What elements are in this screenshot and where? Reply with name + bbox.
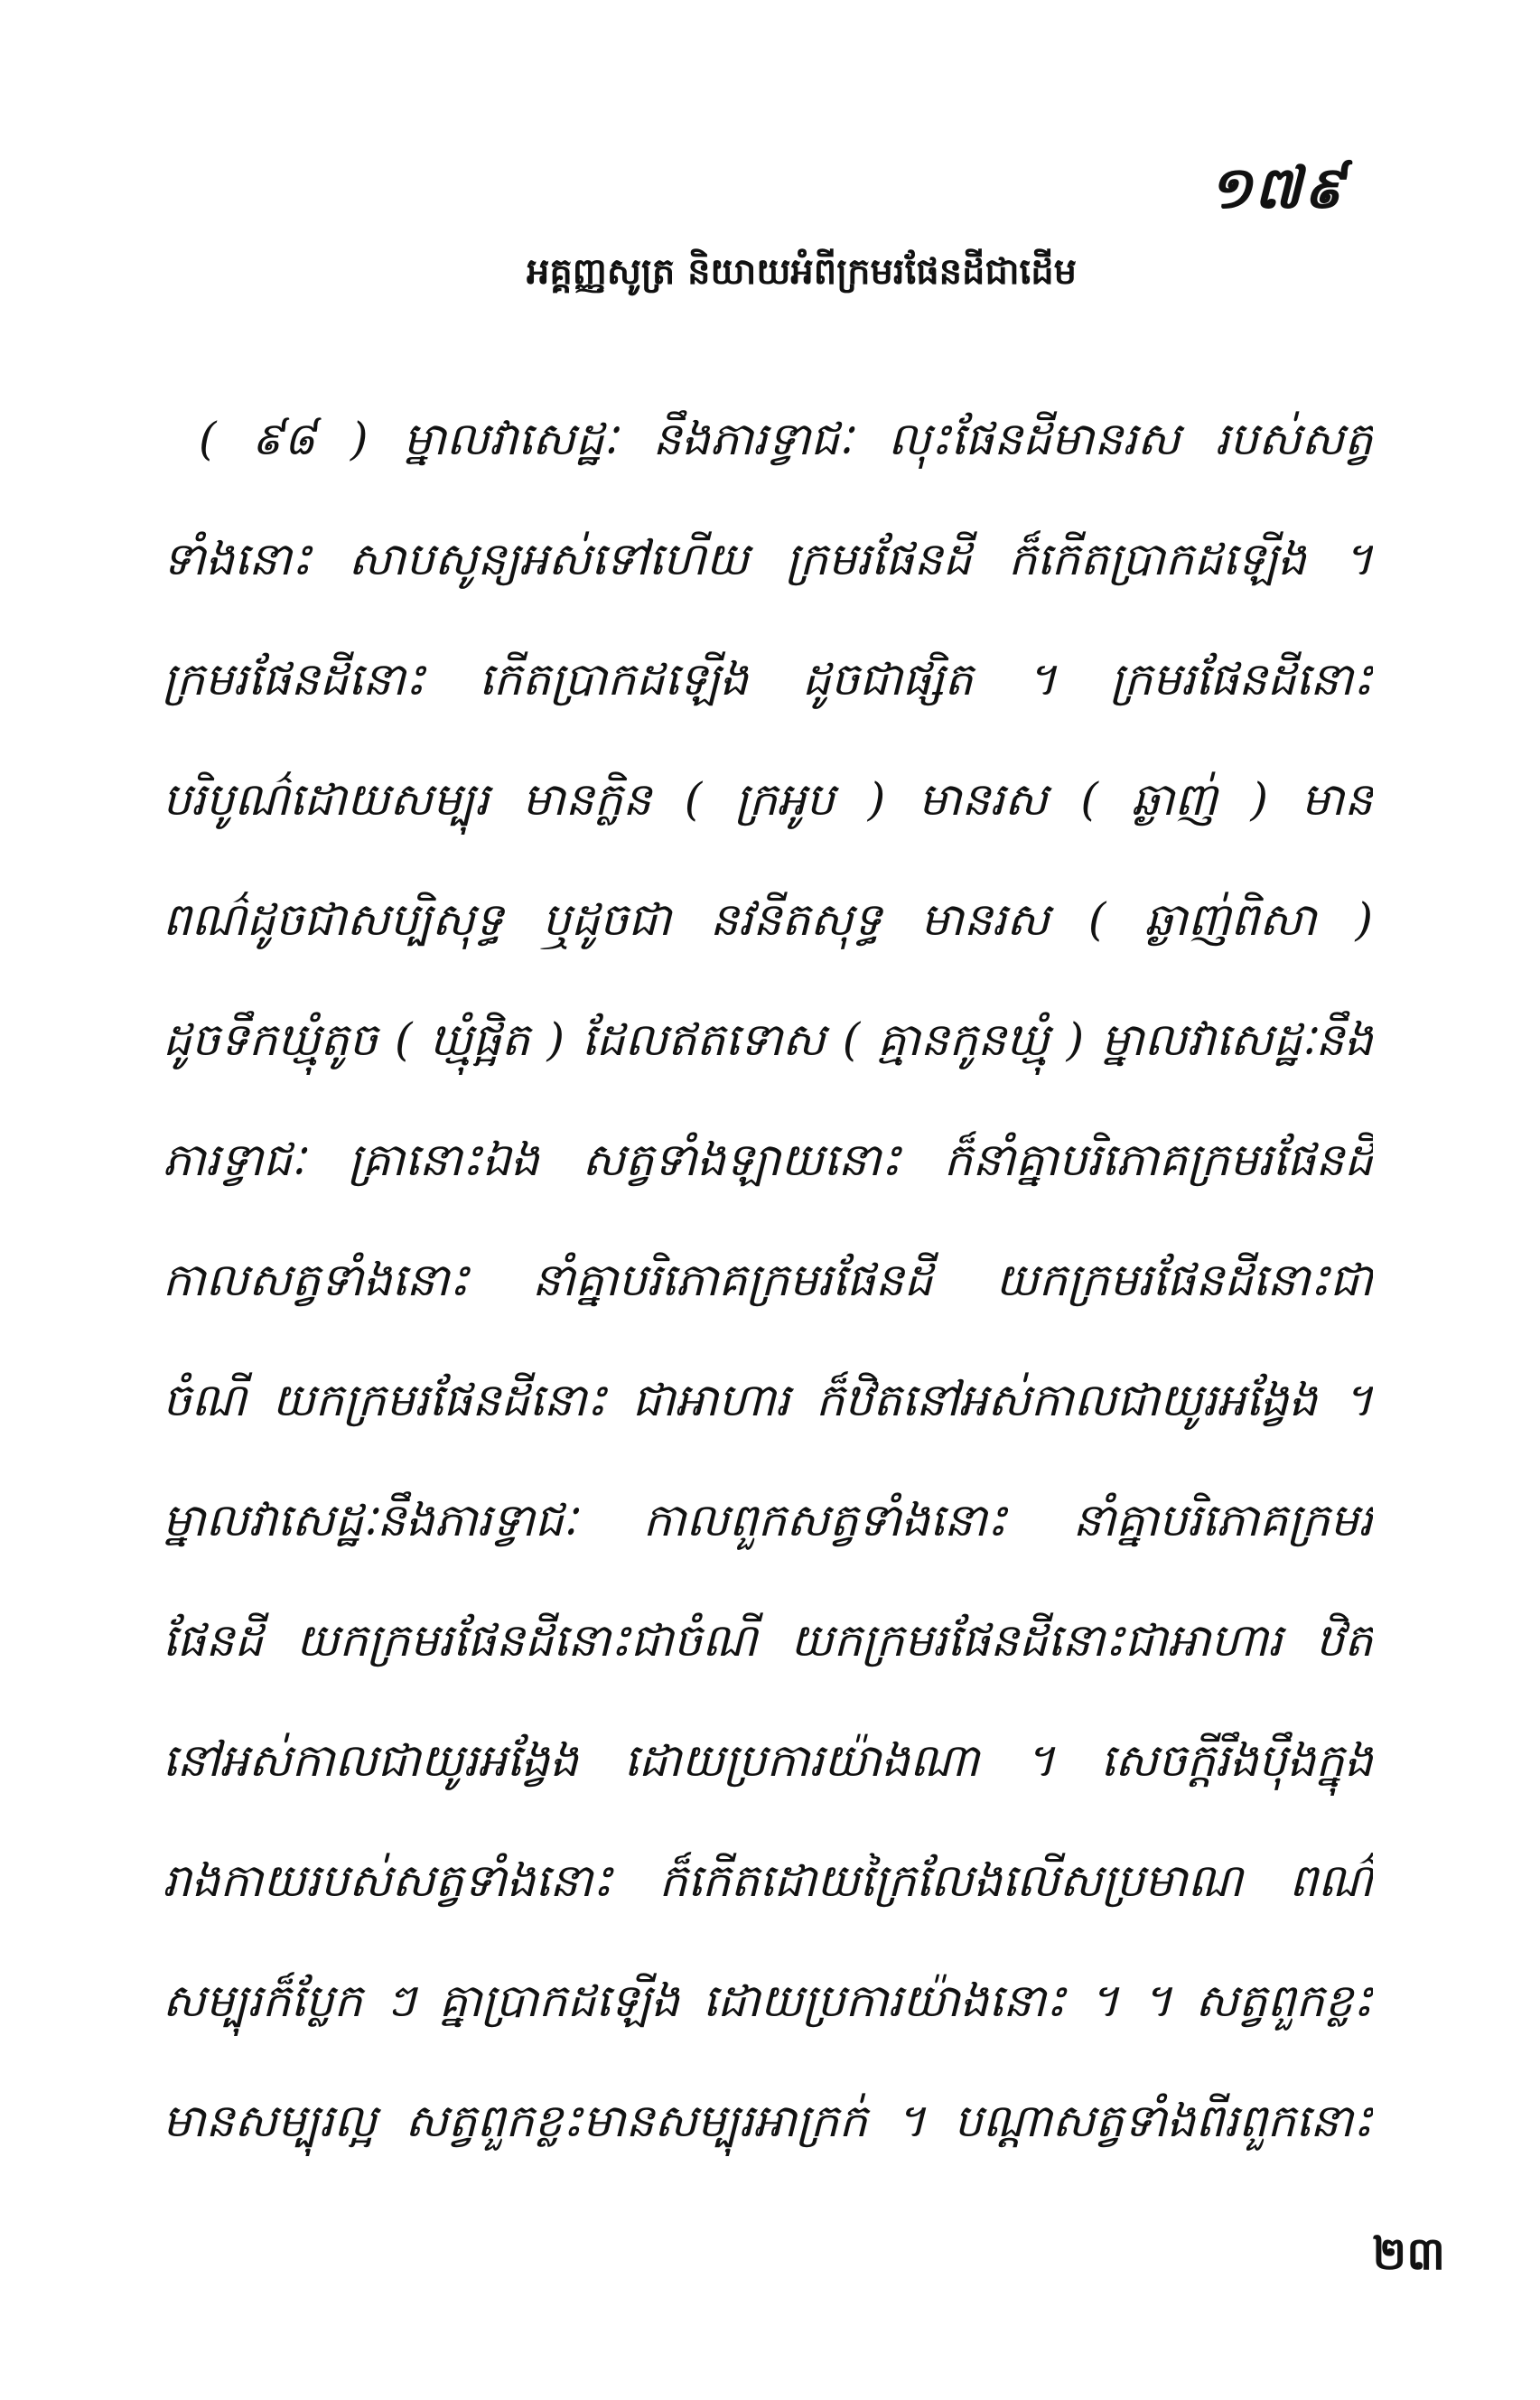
text-line: ពណ៌ដូចជាសប្បិសុទ្ធ ឬដូចជា នវនីតសុទ្ធ មានរស ( ឆ្ងាញ់ពិសា ) [163, 893, 1373, 946]
text-line: ក្រមរផែនដីនោះ កើតប្រាកដឡើង ដូចជាផ្សិត ។ ក្រមរផែនដីនោះ [163, 653, 1373, 705]
text-line: ( ៩៨ ) ម្នាលវាសេដ្ឋៈ នឹងភារទ្វាជៈ លុះផែនដីមានរស របស់សត្វ [199, 413, 1373, 465]
text-line: មានសម្បុរល្អ សត្វពួកខ្លះមានសម្បុរអាក្រក់ ។ បណ្តាសត្វទាំងពីរពួកនោះ [163, 2095, 1373, 2147]
page-number: ១៧៩ [1208, 154, 1346, 222]
text-line: ម្នាលវាសេដ្ឋៈនឹងភារទ្វាជៈ កាលពួកសត្វទាំងនោះ នាំគ្នាបរិភោគក្រមរ [163, 1494, 1373, 1546]
paragraph-body [163, 379, 1373, 2181]
text-line: ដូចទឹកឃ្មុំតូច ( ឃ្មុំផ្អិត ) ដែលឥតទោស ( គ្មានកូនឃ្មុំ ) ម្នាលវាសេដ្ឋៈនឹង [163, 1013, 1373, 1066]
text-line: ទាំងនោះ សាបសូន្យអស់ទៅហើយ ក្រមរផែនដី ក៏កើតប្រាកដឡើង ។ [163, 533, 1373, 585]
text-line: ចំណី យកក្រមរផែនដីនោះ ជាអាហារ ក៏ឋិតនៅអស់កាលជាយូរអង្វែង ។ [163, 1374, 1373, 1426]
text-line: សម្បុរក៏ប្លែក ៗ គ្នាប្រាកដឡើង ដោយប្រការយ៉ាងនោះ ។ ។ សត្វពួកខ្លះ [163, 1975, 1373, 2027]
footer-page-number: ២៣ [1372, 2227, 1445, 2280]
text-line: រាងកាយរបស់សត្វទាំងនោះ ក៏កើតដោយក្រៃលែងលើសប្រមាណ ពណ៌ [163, 1854, 1373, 1907]
text-line: បរិបូណ៌ដោយសម្បុរ មានក្លិន ( ក្រអូប ) មានរស ( ឆ្ងាញ់ ) មាន [163, 773, 1373, 826]
text-line: កាលសត្វទាំងនោះ នាំគ្នាបរិភោគក្រមរផែនដី យកក្រមរផែនដីនោះជា [163, 1254, 1373, 1306]
chapter-title: អគ្គញ្ញសូត្រ និយាយអំពីក្រមរផែនដីជាដើម [526, 251, 1078, 293]
text-line: ភារទ្វាជៈ គ្រានោះឯង សត្វទាំងឡាយនោះ ក៏នាំគ្នាបរិភោគក្រមរផែនដី [163, 1134, 1373, 1186]
text-line: នៅអស់កាលជាយូរអង្វែង ដោយប្រការយ៉ាងណា ។ សេចក្តីរឹងប៉ឹងក្នុង [163, 1734, 1373, 1787]
text-line: ផែនដី យកក្រមរផែនដីនោះជាចំណី យកក្រមរផែនដីនោះជាអាហារ ឋិត [163, 1614, 1373, 1667]
